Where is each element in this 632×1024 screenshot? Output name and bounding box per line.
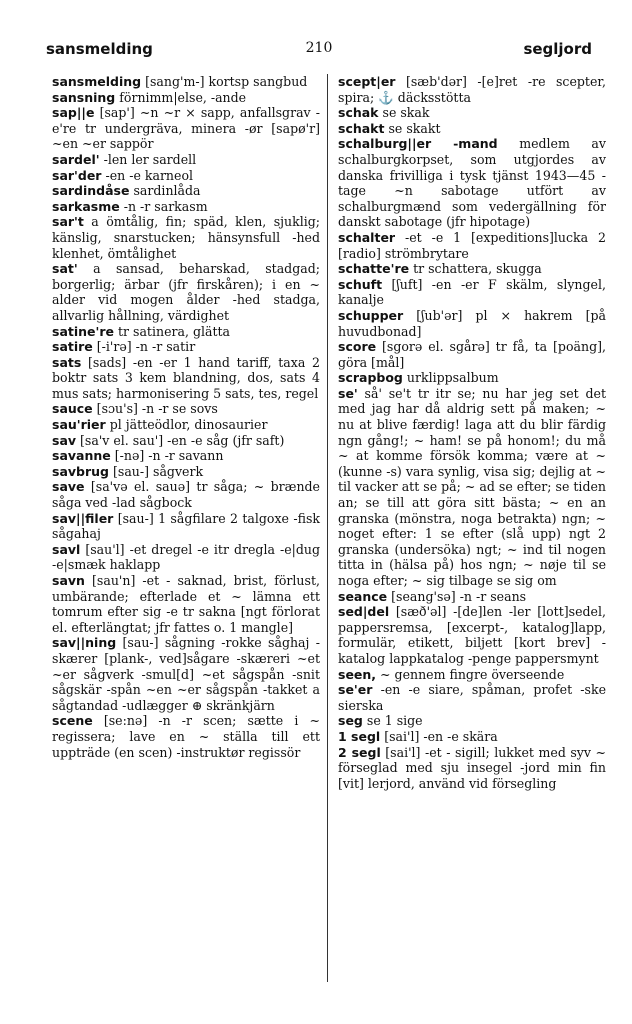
dictionary-entry	[338, 589, 606, 605]
entry-headword: se'er	[338, 682, 373, 698]
entry-definition: pl jätteödlor, dinosaurier	[109, 417, 268, 433]
entry-headword: savbrug	[52, 463, 109, 479]
dictionary-entry	[52, 214, 320, 261]
entry-definition: [sæb'dər] -[e]ret -re scepter, spira; ⚓ däcksstötta	[338, 74, 606, 105]
entry-headword: scrapbog	[338, 370, 403, 386]
entry-headword: seance	[338, 588, 388, 604]
dictionary-entry	[52, 464, 320, 480]
entry-definition: [-nə] -n -r savann	[114, 448, 224, 464]
entry-headword: sardel'	[52, 151, 100, 167]
entry-headword: 1 segl	[338, 728, 381, 744]
entry-definition: [sɔu's] -n -r se sovs	[96, 401, 218, 417]
entry-definition: -n -r sarkasm	[123, 198, 208, 214]
entry-definition: [sa'və el. sauə] tr såga; ~ brænde såga ved -lad sågbock	[52, 479, 320, 511]
entry-definition: [sau-] sågverk	[112, 463, 204, 479]
entry-definition: [se:nə] -n -r scen; sætte i ~ regissera; lave en ~ ställa till ett uppträde (en scen) -instruktør regissör	[52, 713, 320, 760]
dictionary-entry	[338, 105, 606, 121]
dictionary-entry	[52, 635, 320, 713]
dictionary-entry	[338, 370, 606, 386]
dictionary-entry	[52, 511, 320, 542]
entry-definition: [sai'l] -en -e skära	[384, 728, 498, 744]
entry-headword: schakt	[338, 120, 385, 136]
entry-headword: schuft	[338, 276, 383, 292]
dictionary-entry	[338, 136, 606, 230]
column-divider	[327, 74, 328, 982]
entry-definition: -en -e siare, spåman, profet -ske sierska	[338, 682, 606, 713]
right-column	[338, 74, 606, 791]
dictionary-entry	[338, 713, 606, 729]
entry-headword: seg	[338, 713, 363, 729]
dictionary-entry	[52, 355, 320, 402]
dictionary-entry	[52, 168, 320, 184]
running-header	[46, 40, 592, 60]
dictionary-entry	[52, 433, 320, 449]
dictionary-entry	[52, 105, 320, 152]
entry-headword: schalburg||er -mand	[338, 136, 498, 152]
dictionary-entry	[52, 713, 320, 760]
dictionary-entry	[338, 682, 606, 713]
entry-definition: sardinlåda	[133, 183, 201, 199]
entry-headword: sar'der	[52, 167, 102, 183]
entry-definition: [sau-] 1 sågfilare 2 talgoxe -fisk sågahaj	[52, 510, 320, 542]
entry-definition: [sa'v el. sau'] -en -e såg (jfr saft)	[80, 432, 285, 448]
dictionary-entry	[52, 417, 320, 433]
entry-definition: [ʃub'ər] pl ⨯ hakrem [på huvudbonad]	[338, 307, 606, 339]
entry-definition: [sau'n] -et - saknad, brist, förlust, umbärande; efterlade et ~ lämna ett tomrum efter sig -e tr sakna [ngt förlorat el. efterlängtat; jfr fattes o. 1 mangle]	[52, 573, 320, 635]
dictionary-entry	[52, 339, 320, 355]
dictionary-entry	[52, 183, 320, 199]
entry-definition: a ömtålig, fin; späd, klen, sjuklig; känslig, snarstucken; hänsynsfull -hed klenhet, ömtålighet	[52, 214, 320, 261]
entry-definition: -len ler sardell	[103, 151, 197, 167]
dictionary-entry	[338, 339, 606, 370]
left-column	[52, 74, 320, 760]
entry-definition: [-i'rə] -n -r satir	[96, 339, 196, 355]
dictionary-entry	[52, 152, 320, 168]
entry-definition: -en -e karneol	[105, 167, 194, 183]
entry-headword: savanne	[52, 448, 111, 464]
entry-headword: satire	[52, 339, 93, 355]
entry-headword: save	[52, 479, 85, 495]
dictionary-entry	[338, 277, 606, 308]
entry-headword: sau'rier	[52, 417, 106, 433]
dictionary-entry	[52, 573, 320, 635]
dictionary-entry	[338, 729, 606, 745]
dictionary-entry	[52, 448, 320, 464]
entry-definition: [sau-] sågning -rokke såghaj -skærer [plank-, ved]sågare -skæreri ~et ~er sågverk -smul[d] ~et sågspån -snit sågskär -spån ~en ~er sågspån -takket a sågtandad -udlægger ⊕ skränkjärn	[52, 635, 320, 713]
dictionary-entry	[338, 604, 606, 666]
guide-word-left: sansmelding	[46, 40, 153, 58]
entry-definition: a sansad, beharskad, stadgad; borgerlig; ärbar (jfr firskåren); i en ~ alder vid mogen ålder -hed stadga, allvarlig hållning, värdighet	[52, 261, 320, 323]
entry-headword: scept|er	[338, 74, 396, 89]
entry-definition: så' se't tr itr se; nu har jeg set det med jag har då aldrig sett på maken; ~ nu at blive færdig! laga att du blir färdig ngn gång!; ~ ham! se på honom!; du må ~ at komme försök komma; være at ~ (kunne -s) vara synlig, visa sig; dejlig at ~ til vacker att se på; ~ ad se efter; se tiden an; se till att göra sitt bästa; ~ en an granska (mönstra, noga betrakta) ngn; ~ noget efter: 1 se efter (slå upp) ngt 2 granska (undersöka) ngt; ~ ind til nogen titta in (hälsa på) hos ngn; ~ nøje til se noga efter; ~ sig tilbage se sig om	[338, 385, 606, 588]
dictionary-entry	[52, 542, 320, 573]
entry-headword: se'	[338, 385, 358, 401]
entry-headword: scene	[52, 713, 93, 729]
entry-headword: sauce	[52, 401, 93, 417]
entry-definition: [sæð'əl] -[de]len -ler [lott]sedel, pappersremsa, [excerpt-, katalog]lapp, formulär, etikett, biljett [kort brev] -katalog lappkatalog -penge pappersmynt	[338, 604, 606, 666]
entry-definition: -et -e 1 [expeditions]lucka 2 [radio] strömbrytare	[338, 229, 606, 261]
entry-headword: savn	[52, 573, 85, 588]
entry-definition: [sau'l] -et dregel -e itr dregla -e|dug -e|smæk haklapp	[52, 541, 320, 573]
entry-headword: savl	[52, 541, 81, 557]
entry-definition: ~ gennem fingre överseende	[380, 666, 565, 682]
dictionary-entry	[52, 90, 320, 106]
entry-headword: sed|del	[338, 604, 390, 620]
entry-headword: 2 segl	[338, 744, 381, 760]
entry-definition: [sgorə el. sgårə] tr få, ta [poäng], göra [mål]	[338, 339, 606, 370]
entry-headword: schak	[338, 105, 379, 121]
entry-definition: se skakt	[388, 120, 441, 136]
entry-definition: se skak	[382, 105, 430, 121]
entry-definition: se 1 sige	[366, 713, 423, 729]
entry-headword: sats	[52, 354, 82, 370]
dictionary-entry	[338, 745, 606, 792]
entry-headword: sar't	[52, 214, 84, 230]
entry-headword: sav||ning	[52, 635, 117, 651]
entry-definition: tr satinera, glätta	[117, 323, 231, 339]
entry-headword: satine're	[52, 323, 114, 339]
entry-definition: [seang'sə] -n -r seans	[391, 588, 527, 604]
guide-word-right: segljord	[523, 40, 592, 58]
entry-headword: sat'	[52, 261, 78, 277]
page-number: 210	[305, 40, 333, 56]
entry-headword: sav	[52, 432, 77, 448]
entry-definition: urklippsalbum	[406, 370, 499, 386]
entry-headword: sarkasme	[52, 198, 120, 214]
dictionary-entry	[52, 324, 320, 340]
entry-definition: [sai'l] -et - sigill; lukket med syv ~ förseglad med sju insegel -jord min fin [vit] lerjord, använd vid försegling	[338, 744, 607, 791]
entry-definition: [sang'm-] kortsp sangbud	[145, 74, 308, 89]
dictionary-entry	[338, 308, 606, 339]
entry-headword: sav||filer	[52, 510, 114, 526]
dictionary-entry	[52, 199, 320, 215]
entry-headword: schatte're	[338, 261, 410, 277]
dictionary-entry	[338, 667, 606, 683]
dictionary-entry	[338, 74, 606, 105]
entry-definition: tr schattera, skugga	[413, 261, 542, 277]
dictionary-entry	[52, 479, 320, 510]
entry-headword: sansmelding	[52, 74, 142, 89]
entry-definition: [ʃuft] -en -er F skälm, slyngel, kanalje	[338, 276, 606, 308]
entry-headword: sardindåse	[52, 183, 130, 199]
entry-headword: sansning	[52, 89, 116, 105]
entry-definition: [sads] -en -er 1 hand tariff, taxa 2 boktr sats 3 kem blandning, dos, sats 4 mus sats; harmonisering 5 sats, tes, regel	[52, 354, 320, 401]
dictionary-entry	[338, 261, 606, 277]
entry-headword: seen,	[338, 666, 377, 682]
entry-headword: schupper	[338, 307, 404, 323]
dictionary-entry	[52, 74, 320, 90]
entry-definition: medlem av schalburgkorpset, som utgjordes av danska frivilliga i tysk tjänst 1943—45 -tage ~n sabotage utfört av schalburgmænd som vedergällning för danskt sabotage (jfr hipotage)	[338, 136, 606, 230]
entry-definition: förnimm|else, -ande	[119, 89, 247, 105]
dictionary-entry	[338, 386, 606, 589]
entry-definition: [sap'] ~n ~r ⨯ sapp, anfallsgrav -e're tr undergräva, minera -ør [sapø'r] ~en ~er sappör	[52, 105, 320, 152]
dictionary-entry	[52, 261, 320, 323]
entry-headword: schalter	[338, 229, 396, 245]
dictionary-entry	[52, 401, 320, 417]
entry-headword: sap||e	[52, 105, 95, 121]
entry-headword: score	[338, 339, 377, 355]
dictionary-entry	[338, 121, 606, 137]
dictionary-entry	[338, 230, 606, 261]
